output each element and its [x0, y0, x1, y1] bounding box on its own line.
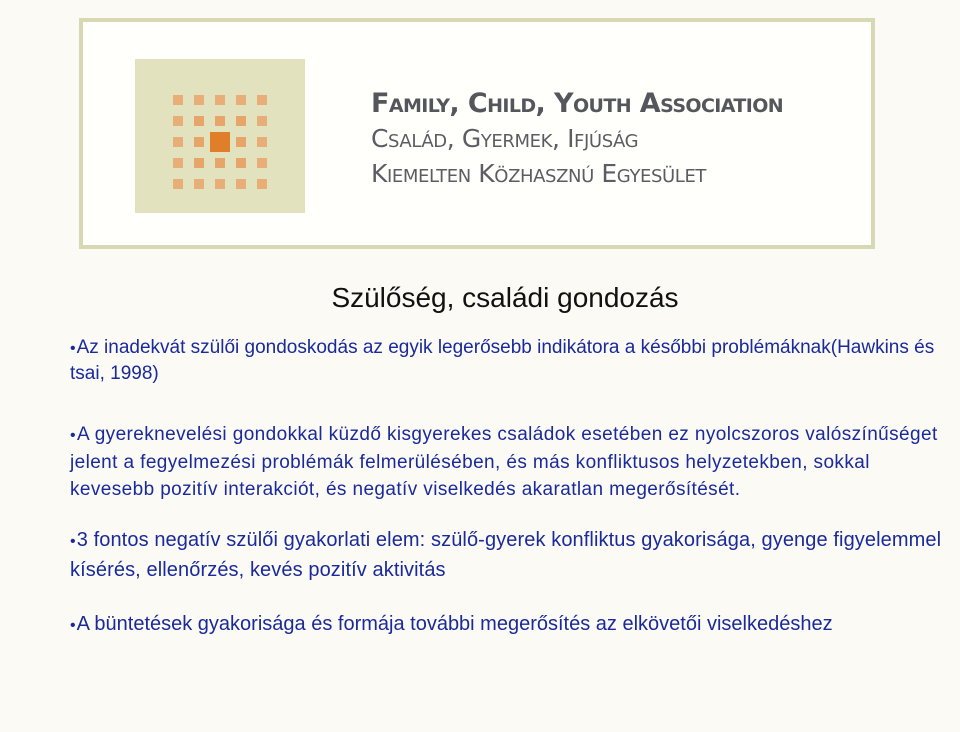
logo-square [257, 137, 267, 147]
logo-square [173, 158, 183, 168]
bullet-item [70, 610, 950, 640]
bullet-text: 3 fontos negatív szülői gyakorlati elem: szülő-gyerek konfliktus gyakorisága, gyenge figyelemmel kísérés, ellenőrzés, kevés pozitív aktivitás [70, 529, 942, 581]
logo-center-square [210, 132, 230, 152]
logo-square [257, 158, 267, 168]
logo-square [194, 179, 204, 189]
logo-square [236, 116, 246, 126]
logo-square [215, 179, 225, 189]
organization-name-english: Family, Child, Youth Association [371, 88, 784, 119]
bullet-text: A büntetések gyakorisága és formája további megerősítés az elkövetői viselkedéshez [76, 613, 833, 635]
logo-square [236, 158, 246, 168]
logo-square [215, 116, 225, 126]
bullet-marker: • [70, 427, 77, 444]
logo-square [173, 179, 183, 189]
bullet-text: Az inadekvát szülői gondoskodás az egyik legerősebb indikátora a későbbi problémáknak(Hawkins és tsai, 1998) [70, 337, 935, 384]
logo-square [257, 179, 267, 189]
logo-square [236, 95, 246, 105]
logo-square [236, 179, 246, 189]
logo-square [215, 95, 225, 105]
logo-square [194, 158, 204, 168]
logo-square [194, 95, 204, 105]
bullet-text: A gyereknevelési gondokkal küzdő kisgyerekes családok esetében ez nyolcszoros valószínűséget jelent a fegyelmezési problémák felmerülésében, és más konfliktusos helyzetekben, sokkal kevesebb pozitív interakciót, és negatív viselkedés akaratlan megerősítését. [70, 424, 938, 500]
bullet-list [70, 335, 950, 640]
bullet-marker: • [70, 533, 76, 550]
bullet-item [70, 335, 950, 386]
bullet-item [70, 526, 950, 584]
logo-square [257, 116, 267, 126]
logo-square [173, 137, 183, 147]
bullet-item [70, 421, 950, 503]
bullet-marker: • [70, 617, 76, 634]
logo-square [194, 116, 204, 126]
organization-name [371, 86, 783, 191]
logo-grid-icon [135, 59, 305, 213]
header-banner [79, 18, 875, 249]
organization-status: Kiemelten Közhasznú Egyesület [371, 159, 707, 188]
logo-square [173, 95, 183, 105]
slide-title: Szülőség, családi gondozás [331, 282, 679, 313]
logo-square [194, 137, 204, 147]
logo-square [215, 158, 225, 168]
logo-square [257, 95, 267, 105]
association-logo [135, 59, 305, 213]
logo-square [236, 137, 246, 147]
organization-name-hungarian: Család, Gyermek, Ifjúság [371, 124, 639, 153]
bullet-marker: • [70, 340, 76, 357]
logo-square [173, 116, 183, 126]
